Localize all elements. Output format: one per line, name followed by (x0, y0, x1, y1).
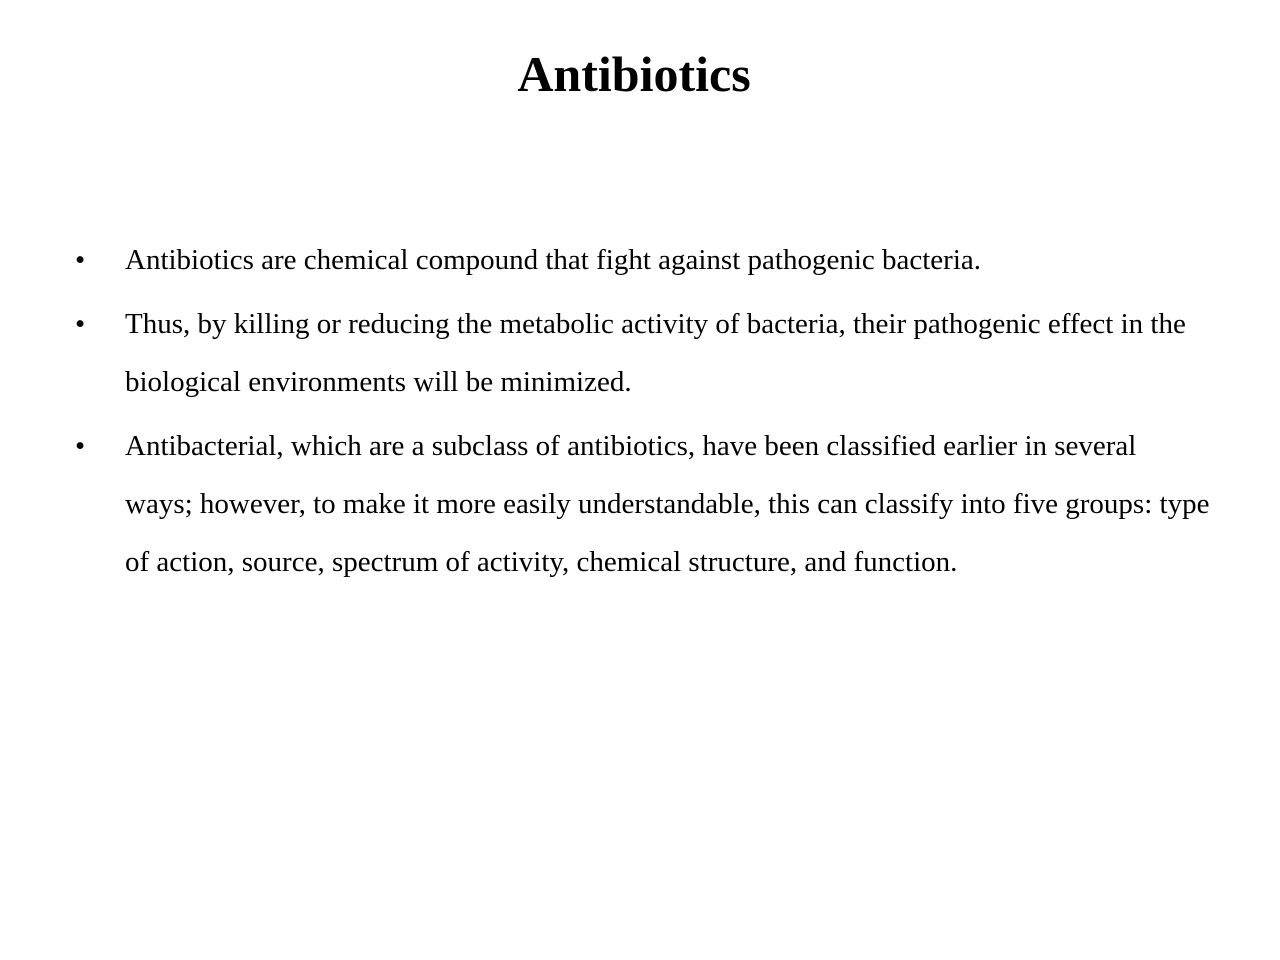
bullet-item (75, 417, 1210, 591)
bullet-text: Antibacterial, which are a subclass of antibiotics, have been classified earlier in several ways; however, to make it more easily understandable, this can classify into five groups: type of action, source, spectrum of activity, chemical structure, and function. (125, 430, 1210, 578)
bullet-text: Antibiotics are chemical compound that fight against pathogenic bacteria. (125, 244, 982, 276)
bullet-marker: • (75, 308, 86, 340)
bullet-item (75, 295, 1210, 411)
bullet-marker: • (75, 430, 86, 462)
bullet-marker: • (75, 244, 86, 276)
bullet-list (75, 231, 1210, 597)
bullet-item (75, 231, 1210, 289)
bullet-text: Thus, by killing or reducing the metabolic activity of bacteria, their pathogenic effect in the biological environments will be minimized. (125, 308, 1186, 398)
slide-title: Antibiotics (517, 46, 751, 102)
